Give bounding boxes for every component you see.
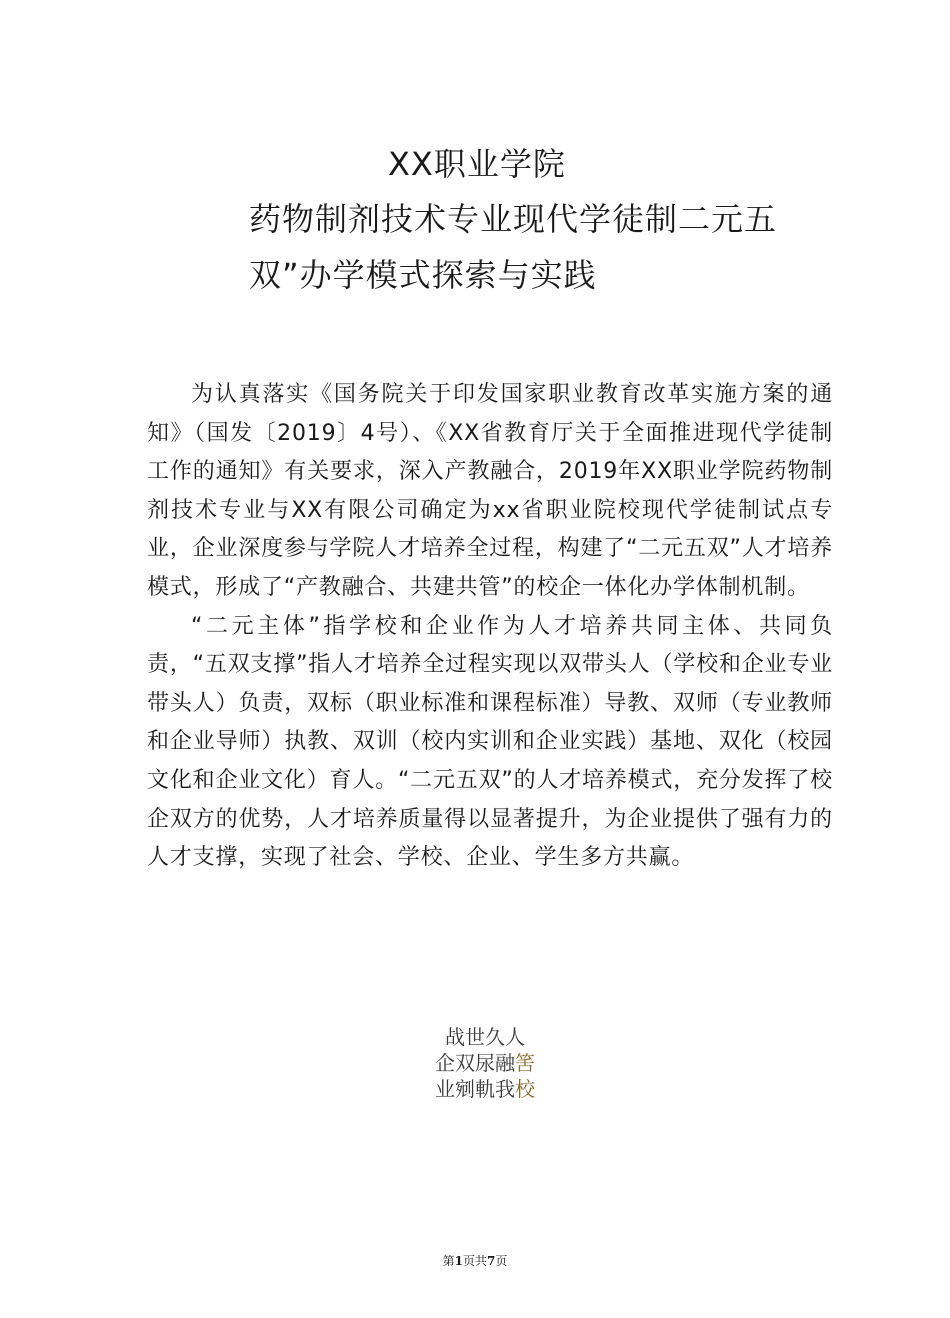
title-line-2: 药物制剂技术专业现代学徒制二元五 <box>249 200 778 238</box>
stamp-line-2-main: 企双尿融 <box>435 1051 515 1075</box>
footer-middle: 页共 <box>462 1254 487 1268</box>
stamp-line-1: 战世久人 <box>445 1025 525 1049</box>
stamp-line-3-accent: 校 <box>515 1077 535 1101</box>
title-line-3: 双”办学模式探索与实践 <box>249 256 597 294</box>
stamp-text-block <box>420 1024 550 1102</box>
footer-prefix: 第 <box>442 1254 455 1268</box>
stamp-line-2 <box>420 1050 550 1076</box>
footer-total-pages: 7 <box>487 1254 496 1268</box>
stamp-line-3 <box>420 1076 550 1102</box>
body-paragraph-1: 为认真落实《国务院关于印发国家职业教育改革实施方案的通知》（国发〔2019〕4号）、《XX省教育厅关于全面推进现代学徒制工作的通知》有关要求，深入产教融合，2019年XX职业学院药物制剂技术专业与XX有限公司确定为xx省职业院校现代学徒制试点专业，企业深度参与学院人才培养全过程，构建了“二元五双”人才培养模式，形成了“产教融合、共建共管”的校企一体化办学体制机制。 <box>147 382 833 600</box>
document-body <box>147 376 833 878</box>
title-line-1: XX职业学院 <box>388 145 566 183</box>
footer-current-page: 1 <box>454 1254 463 1268</box>
page-footer <box>0 1252 950 1269</box>
footer-suffix: 页 <box>495 1254 508 1268</box>
body-paragraph-2: “二元主体”指学校和企业作为人才培养共同主体、共同负责，“五双支撑”指人才培养全过程实现以双带头人（学校和企业专业带头人）负责，双标（职业标准和课程标准）导教、双师（专业教师和企业导师）执教、双训（校内实训和企业实践）基地、双化（校园文化和企业文化）育人。“二元五双”的人才培养模式，充分发挥了校企双方的优势，人才培养质量得以显著提升，为企业提供了强有力的人才支撑，实现了社会、学校、企业、学生多方共赢。 <box>147 613 833 871</box>
stamp-line-2-accent: 筈 <box>515 1051 535 1075</box>
stamp-line-3-main: 业剜軌我 <box>435 1077 515 1101</box>
